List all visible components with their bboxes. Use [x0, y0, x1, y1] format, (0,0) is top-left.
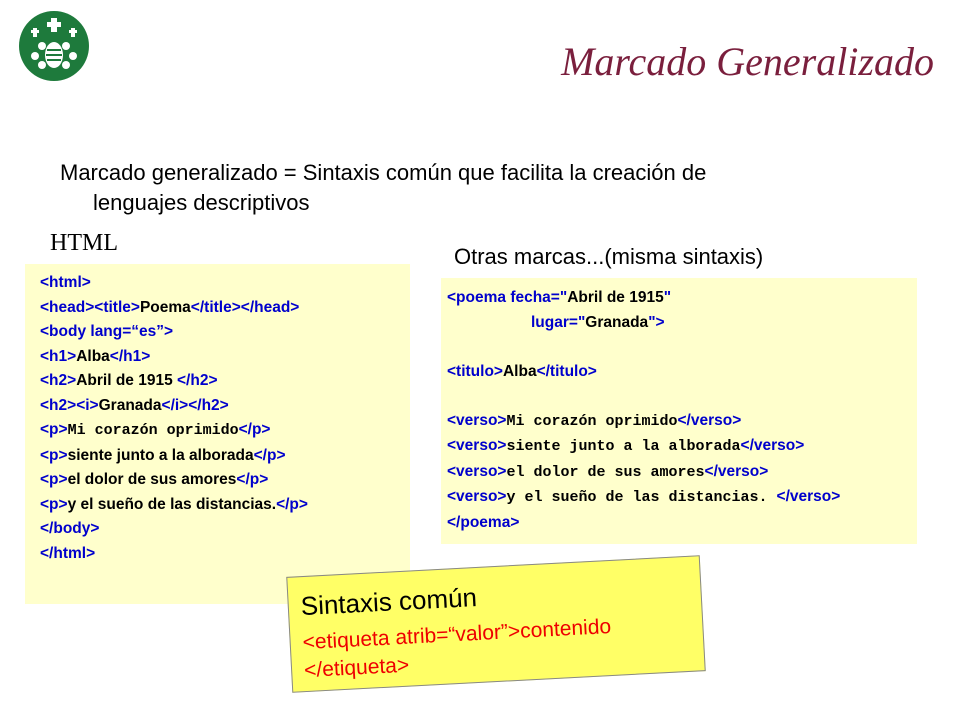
code-tag: </p>	[238, 421, 271, 438]
code-line	[40, 542, 308, 567]
code-tag: </title>	[190, 298, 241, 316]
code-tag: </head>	[240, 298, 300, 316]
code-tag: <html>	[40, 274, 91, 291]
code-line	[447, 409, 840, 435]
definition-line-1: Marcado generalizado = Sintaxis común que facilita la creación de	[60, 160, 707, 185]
code-tag: <verso>	[447, 437, 507, 454]
code-tag: <verso>	[447, 411, 507, 429]
common-syntax-note	[286, 555, 706, 693]
code-tag: </p>	[236, 471, 269, 488]
code-text: siente junto a la alborada	[506, 438, 741, 455]
code-tag: <verso>	[447, 462, 507, 480]
code-text: el dolor de sus amores	[506, 463, 705, 481]
code-line	[447, 485, 840, 511]
code-text: Granada	[98, 396, 162, 414]
code-text: y el sueño de las distancias.	[67, 495, 277, 513]
code-line	[447, 311, 840, 336]
code-line	[447, 335, 840, 360]
code-line	[447, 460, 840, 486]
code-text: Abril de 1915	[76, 372, 177, 389]
code-tag: <i>	[76, 396, 99, 414]
code-tag: <titulo>	[447, 362, 503, 380]
code-tag: </p>	[276, 495, 308, 513]
code-line	[40, 444, 308, 469]
code-tag: </verso>	[776, 488, 841, 505]
code-tag: </p>	[253, 446, 286, 464]
code-tag: <p>	[40, 421, 68, 438]
code-tag: <p>	[40, 446, 68, 464]
code-tag: </poema>	[447, 513, 520, 531]
code-tag: ">	[648, 313, 665, 331]
code-text: y el sueño de las distancias.	[506, 489, 777, 506]
definition-text	[60, 158, 860, 218]
code-tag: <h2>	[40, 396, 77, 414]
code-tag: <body lang=“es”>	[40, 323, 174, 340]
code-text: Granada	[585, 313, 649, 331]
code-tag: </h2>	[188, 396, 229, 414]
code-tag: lugar="	[531, 313, 586, 331]
code-text: Abril de 1915	[567, 289, 664, 306]
code-line	[447, 286, 840, 311]
code-line	[40, 394, 308, 419]
code-tag: </titulo>	[536, 362, 597, 380]
code-tag: </verso>	[740, 437, 805, 454]
code-tag: </verso>	[677, 411, 742, 429]
code-line	[40, 271, 308, 296]
code-text: Mi corazón oprimido	[67, 422, 239, 439]
definition-line-2: lenguajes descriptivos	[93, 190, 310, 215]
code-text: Mi corazón oprimido	[506, 412, 678, 430]
code-line	[40, 517, 308, 542]
code-tag: </html>	[40, 544, 96, 562]
code-tag: <verso>	[447, 488, 507, 505]
code-text: el dolor de sus amores	[67, 471, 237, 488]
code-tag: </h2>	[177, 372, 218, 389]
code-line	[40, 320, 308, 345]
code-line	[40, 418, 308, 444]
code-tag: <h2>	[40, 372, 77, 389]
university-logo	[18, 10, 90, 82]
code-tag: "	[663, 289, 672, 306]
poema-code	[447, 286, 840, 535]
code-line	[447, 384, 840, 409]
html-label: HTML	[50, 230, 118, 256]
common-syntax-example	[302, 613, 613, 685]
syntax-line-2: </etiqueta>	[303, 653, 410, 683]
code-tag: <h1>	[40, 347, 77, 365]
code-line	[447, 360, 840, 385]
common-syntax-heading: Sintaxis común	[300, 581, 478, 622]
code-text: Alba	[76, 347, 110, 365]
other-markup-label: Otras marcas...(misma sintaxis)	[454, 244, 764, 269]
code-line	[40, 296, 308, 321]
code-text: siente junto a la alborada	[67, 446, 254, 464]
code-line	[40, 345, 308, 370]
code-tag: </h1>	[109, 347, 151, 365]
syntax-line-1: <etiqueta atrib=“valor”>contenido	[302, 614, 612, 655]
code-line	[447, 434, 840, 460]
code-tag: </verso>	[704, 462, 769, 480]
code-tag: </i>	[161, 396, 189, 414]
code-tag: <p>	[40, 495, 68, 513]
code-line	[40, 369, 308, 394]
code-tag: </body>	[40, 520, 100, 537]
code-tag: <head>	[40, 298, 95, 316]
code-tag: <p>	[40, 471, 68, 488]
code-text: Alba	[502, 362, 537, 380]
html-code	[40, 271, 308, 566]
code-line	[40, 468, 308, 493]
page-title: Marcado Generalizado	[561, 39, 934, 84]
code-tag: <poema fecha="	[447, 289, 568, 306]
code-line	[40, 493, 308, 518]
code-line	[447, 511, 840, 536]
code-tag: <title>	[94, 298, 140, 316]
code-text: Poema	[139, 298, 191, 316]
